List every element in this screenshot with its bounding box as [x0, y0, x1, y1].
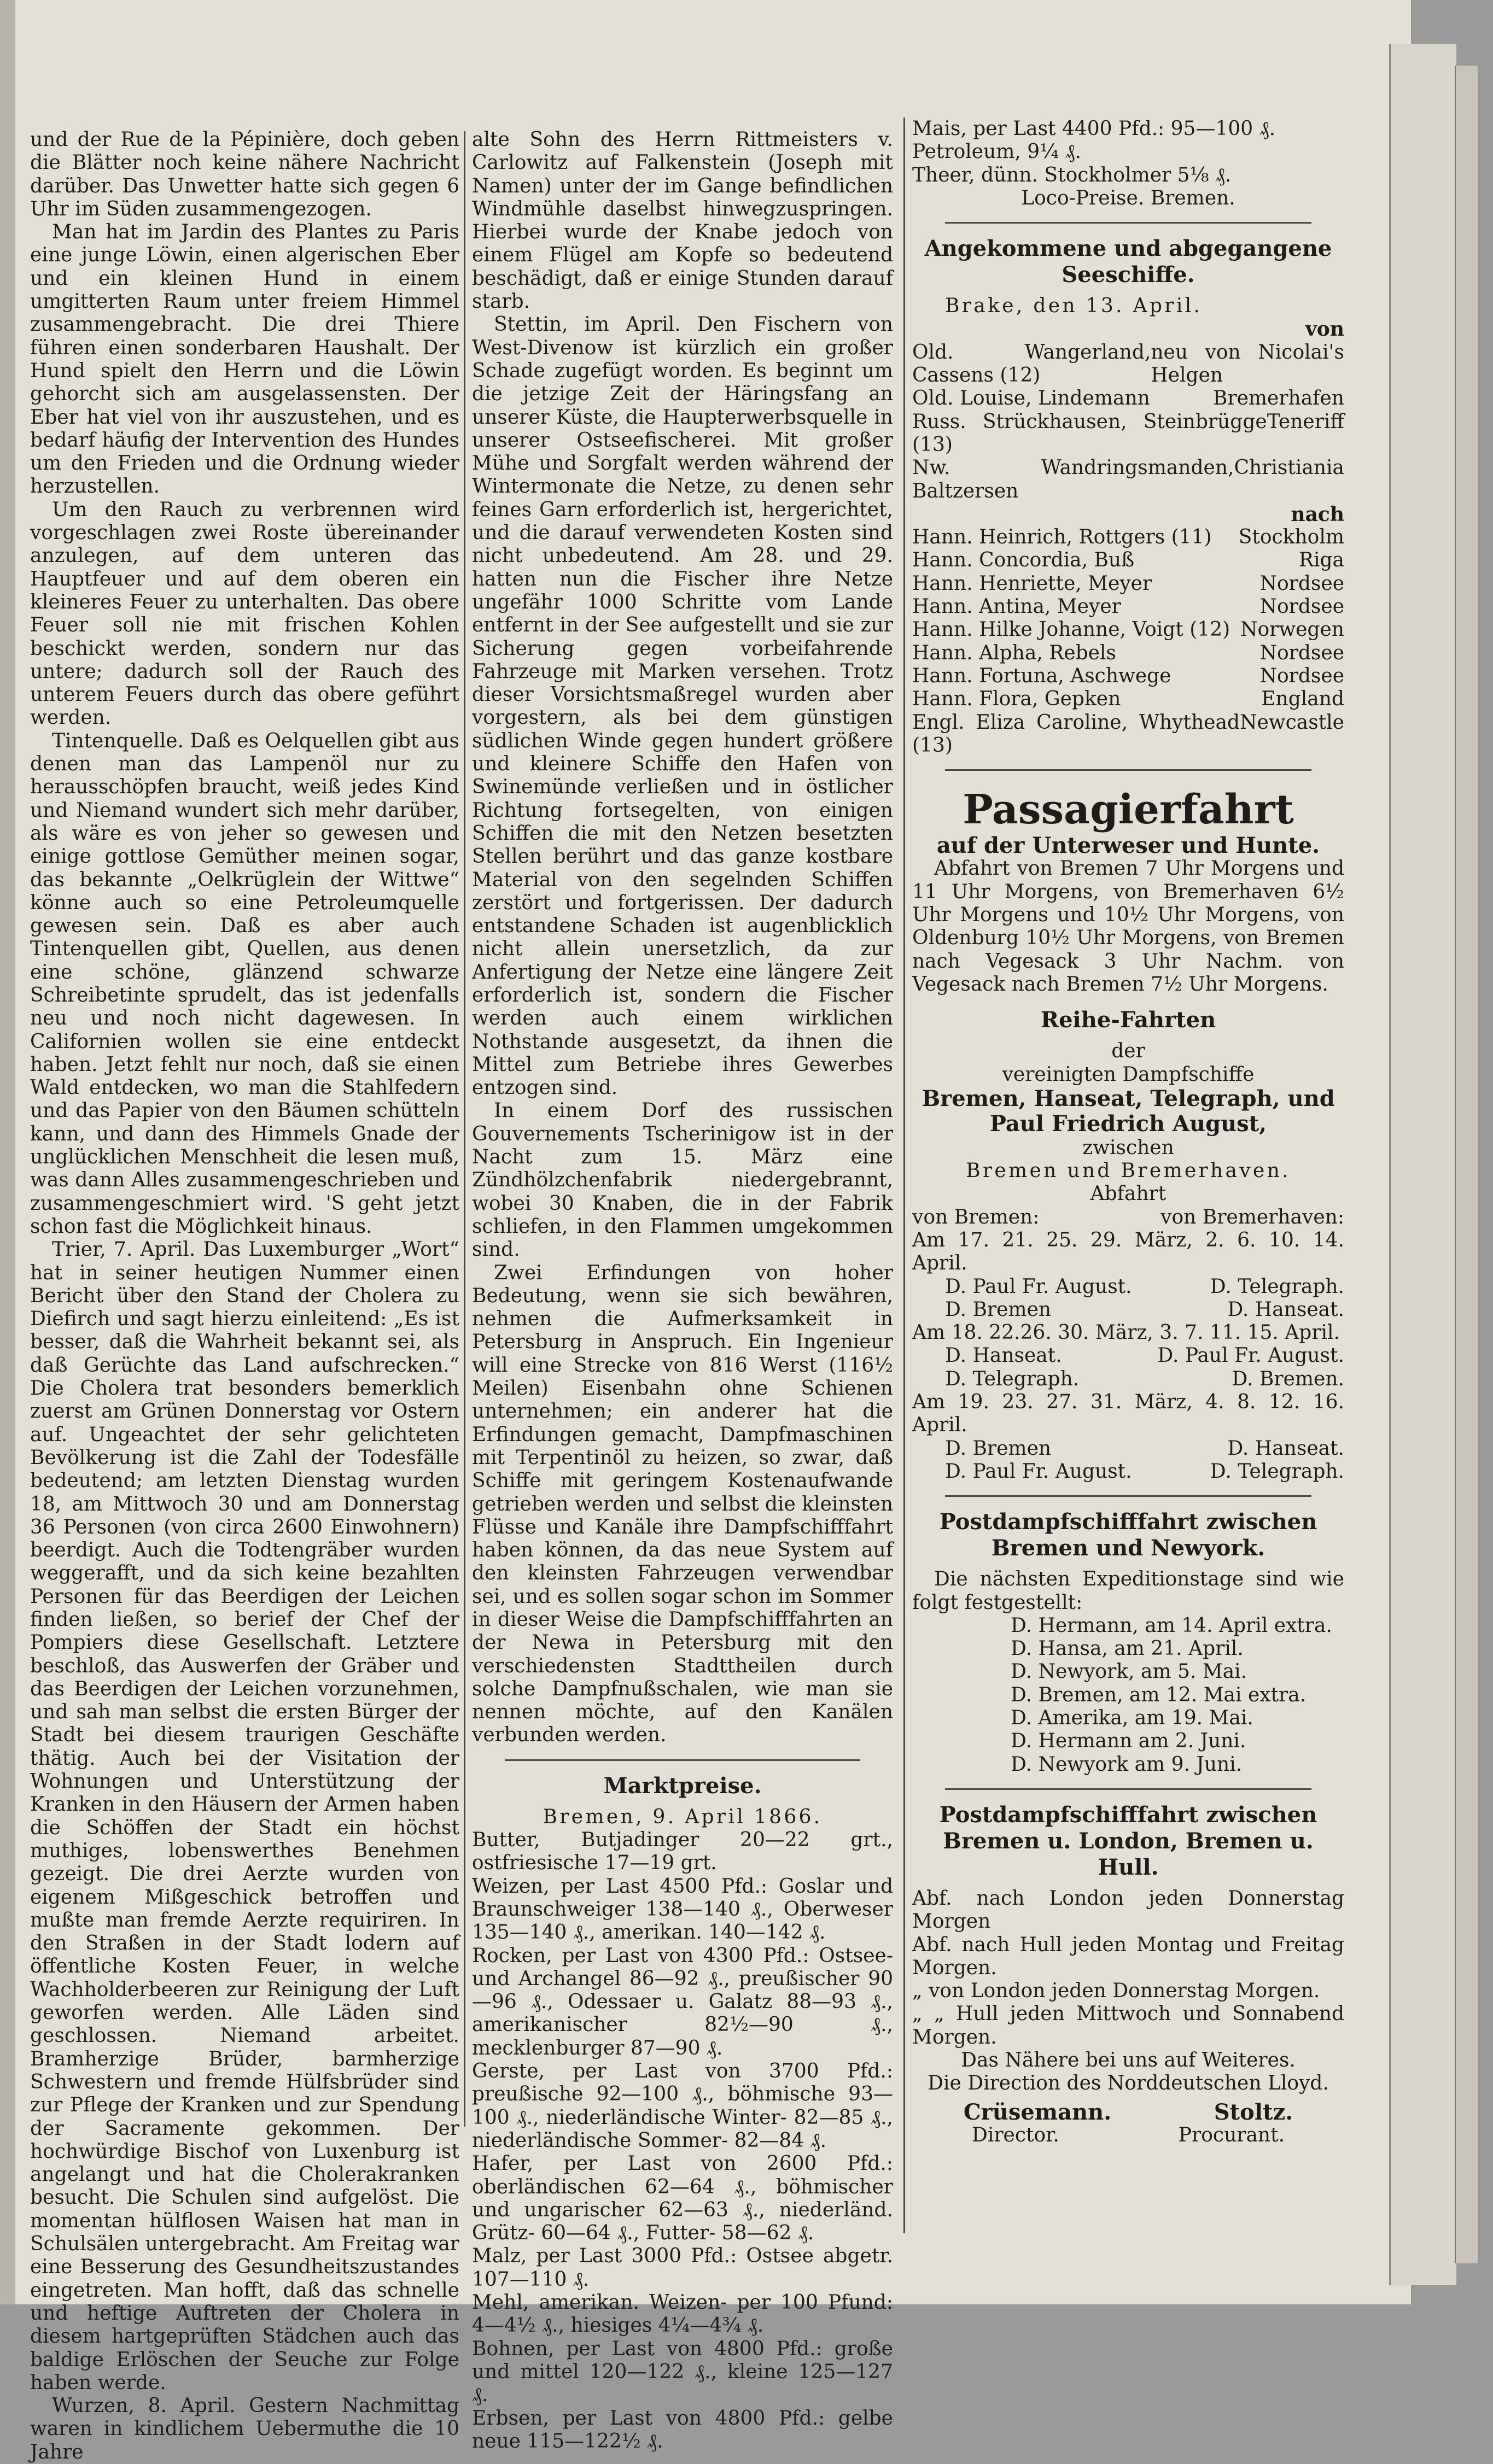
signature-right-title: Procurant.: [1178, 2123, 1285, 2146]
schedule-ship-b: D. Telegraph.: [1210, 1275, 1344, 1298]
market-item: Malz, per Last 3000 Pfd.: Ostsee abgetr. 107—110 ₰.: [472, 2245, 893, 2291]
section-divider: [945, 1788, 1311, 1790]
schedule-ship-a: D. Bremen: [945, 1298, 1052, 1321]
ships-dateline: Brake, den 13. April.: [945, 295, 1203, 318]
ship-place: Nordsee: [1259, 664, 1344, 687]
passage-subtitle: auf der Unterweser und Hunte.: [936, 833, 1320, 859]
schedule-ship-b: D. Paul Fr. August.: [1157, 1344, 1344, 1367]
ships-departed-list: [912, 526, 1344, 757]
list-item: Das Nähere bei uns auf Weiteres.: [961, 2049, 1296, 2071]
ship-name: Russ. Strückhausen, Steinbrügge (13): [912, 410, 1267, 456]
column-rule-1: [464, 131, 465, 2127]
market-item: Weizen, per Last 4500 Pfd.: Goslar und Braunschweiger 138—140 ₰., Oberweser 135—140 ₰., amerikan. 140—142 ₰.: [472, 1875, 893, 1944]
schedule-row: [912, 1275, 1344, 1298]
market-item: Mais, per Last 4400 Pfd.: 95—100 ₰.: [912, 118, 1276, 140]
reihe-zwischen: zwischen: [1082, 1136, 1174, 1159]
schedule-header: [912, 1206, 1344, 1229]
schedule-ship-b: D. Telegraph.: [1210, 1460, 1344, 1483]
list-item: [912, 549, 1344, 572]
binding-gutter: [0, 0, 15, 2304]
ships-heading: Angekommene und abgegangene Seeschiffe.: [924, 236, 1332, 288]
market-item: Rocken, per Last von 4300 Pfd.: Ostsee- und Archangel 86—92 ₰., preußischer 90—96 ₰., Odessaer u. Galatz 88—93 ₰., amerikanischer 82½—90 ₰., mecklenburger 87—90 ₰.: [472, 1944, 893, 2059]
schedule-row: [912, 1368, 1344, 1391]
signatures: [912, 2101, 1344, 2124]
reihe-verein: vereinigten Dampfschiffe: [1002, 1063, 1255, 1086]
schedule-ship-a: D. Paul Fr. August.: [945, 1460, 1132, 1483]
list-item: D. Newyork am 9. Juni.: [1011, 1753, 1243, 1776]
ship-name: Hann. Heinrich, Rottgers (11): [912, 526, 1212, 549]
column-1: [30, 128, 459, 2464]
schedule-row: [912, 1460, 1344, 1483]
list-item: [912, 665, 1344, 688]
newyork-heading: Postdampfschifffahrt zwischen Bremen und Newyork.: [939, 1509, 1317, 1561]
ship-name: Hann. Hilke Johanne, Voigt (12): [912, 618, 1230, 641]
list-item: [912, 572, 1344, 595]
ship-name: Engl. Eliza Caroline, Whythead (13): [912, 711, 1240, 757]
article-paragraph: und der Rue de la Pépinière, doch geben die Blätter noch keine nähere Nachricht darüber. Das Unwetter hatte sich gegen 6 Uhr im Süden zusammengezogen.: [30, 128, 459, 220]
market-item: Bohnen, per Last von 4800 Pfd.: große und mittel 120—122 ₰., kleine 125—127 ₰.: [472, 2337, 893, 2407]
list-item: D. Hansa, am 21. April.: [1011, 1637, 1244, 1660]
ship-place: Christiania: [1234, 456, 1344, 479]
ship-place: Riga: [1298, 549, 1344, 572]
list-item: [912, 595, 1344, 618]
page-edge-back: [1455, 66, 1478, 2263]
market-dateline: Bremen, 9. April 1866.: [543, 1805, 823, 1828]
article-paragraph: Stettin, im April. Den Fischern von West-Divenow ist kürzlich ein großer Schade zugefügt worden. Es beginnt um die jetzige Zeit der Häringsfang an unserer Küste, die Haupterwerbsquelle in unserer Ostseefischerei. Mit großer Mühe und Sorgfalt werden während der Wintermonate die Netze, zu denen sehr feines Garn erforderlich ist, hergerichtet, und die darauf verwendeten Kosten sind nicht unbedeutend. Am 28. und 29. hatten nun die Fischer ihre Netze ungefähr 1000 Schritte vom Lande entfernt in der See aufgestellt und sie zur Sicherung gegen vorbeifahrende Fahrzeuge mit Marken versehen. Trotz dieser Vorsichtsmaßregel wurden aber vorgestern, als bei dem günstigen südlichen Winde gegen hundert größere und kleinere Schiffe den Hafen von Swinemünde verließen und in östlicher Richtung fortsegelten, von einigen Schiffen die mit den Netzen besetzten Stellen berührt und das ganze kostbare Material von den segelnden Schiffen zerstört und fortgerissen. Der dadurch entstandene Schaden ist augenblicklich nicht allein unersetzlich, da zur Anfertigung der Netze eine längere Zeit erforderlich ist, sondern die Fischer werden auch einem wirklichen Nothstande ausgesetzt, da ihnen die Mittel zum Betriebe ihres Gewerbes entzogen sind.: [472, 313, 893, 1099]
schedule-dates: Am 19. 23. 27. 31. März, 4. 8. 12. 16. April.: [912, 1391, 1344, 1437]
market-item: Theer, dünn. Stockholmer 5⅛ ₰.: [912, 163, 1232, 186]
column-3: [912, 118, 1344, 2147]
market-item: Butter, Butjadinger 20—22 grt., ostfriesische 17—19 grt.: [472, 1829, 893, 1875]
page-edge: [1389, 44, 1456, 2285]
list-item: [912, 711, 1344, 758]
schedule-ship-a: D. Bremen: [945, 1437, 1052, 1460]
list-item: [912, 526, 1344, 549]
ship-place: neu von Nicolai's Helgen: [1151, 341, 1344, 387]
list-item: [912, 411, 1344, 457]
schedule-dates: Am 17. 21. 25. 29. März, 2. 6. 10. 14. April.: [912, 1228, 1344, 1275]
list-item: D. Hermann am 2. Juni.: [1011, 1730, 1246, 1753]
column-2: [472, 128, 893, 2453]
column-rule-2: [903, 118, 905, 2233]
list-item: [912, 456, 1344, 503]
market-item: Petroleum, 9¼ ₰.: [912, 141, 1081, 163]
list-item: „ von London jeden Donnerstag Morgen.: [912, 1980, 1320, 2003]
ships-nach-label: nach: [1291, 502, 1344, 526]
ship-name: Hann. Fortuna, Aschwege: [912, 664, 1171, 687]
section-divider: [505, 1759, 860, 1761]
loco-prices: Loco-Preise. Bremen.: [1021, 186, 1235, 209]
ship-place: Nordsee: [1259, 595, 1344, 618]
ship-name: Old. Louise, Lindemann: [912, 387, 1150, 410]
list-item: [912, 688, 1344, 711]
schedule-row: [912, 1437, 1344, 1460]
market-item: Erbsen, per Last von 4800 Pfd.: gelbe neue 115—122½ ₰.: [472, 2407, 893, 2453]
reihe-der: der: [1111, 1040, 1145, 1063]
ship-place: Newcastle: [1239, 711, 1344, 734]
schedule-dates: Am 18. 22.26. 30. März, 3. 7. 11. 15. April.: [912, 1321, 1340, 1344]
schedule-ship-b: D. Hanseat.: [1227, 1298, 1344, 1321]
list-item: Abf. nach London jeden Donnerstag Morgen: [912, 1887, 1344, 1933]
section-divider: [945, 1495, 1311, 1497]
article-paragraph: Man hat im Jardin des Plantes zu Paris eine junge Löwin, einen algerischen Eber und ein kleinen Hund in einem umgitterten Raum unter freiem Himmel zusammengebracht. Die drei Thiere führen einen sonderbaren Haushalt. Der Hund spielt den Herrn und die Löwin gehorcht sich am ausgelassensten. Der Eber hat viel von ihr auszustehen, und es bedarf häufig der Intervention des Hundes um den Frieden und die Ordnung wieder herzustellen.: [30, 221, 459, 498]
ship-name: Nw. Wandringsmanden, Baltzersen: [912, 456, 1234, 502]
article-paragraph: Trier, 7. April. Das Luxemburger „Wort“ hat in seiner heutigen Nummer einen Bericht über den Stand der Cholera zu Diefirch und sagt hierzu einleitend: „Es ist besser, daß die Wahrheit bekannt sei, als daß Gerüchte das Land aufschrecken.“ Die Cholera trat besonders bemerklich zuerst am Grünen Donnerstag vor Ostern auf. Ungeachtet der sehr gelichteten Bevölkerung ist die Zahl der Todesfälle bedeutend; am letzten Dienstag wurden 18, am Mittwoch 30 und am Donnerstag 36 Personen (von circa 2600 Einwohnern) beerdigt. Auch die Todtengräber wurden weggerafft, und da sich keine bezahlten Personen für das Beerdigen der Leichen finden ließen, so berief der Chef der Pompiers diese Gesellschaft. Letztere beschloß, das Auswerfen der Gräber und das Beerdigen der Leichen vorzunehmen, und sah man selbst die ersten Bürger der Stadt bei diesem traurigen Geschäfte thätig. Auch bei der Visitation der Wohnungen und Unterstützung der Kranken in den Häusern der Armen haben die Schöffen der Stadt ein höchst muthiges, lobenswerthes Benehmen gezeigt. Die drei Aerzte wurden von eigenem Mißgeschick betroffen und mußte man fremde Aerzte requiriren. In den Straßen in der Stadt lodern auf öffentliche Kosten Feuer, in welche Wachholderbeeren zur Reinigung der Luft geworfen werden. Alle Läden sind geschlossen. Niemand arbeitet. Bramherzige Brüder, barmherzige Schwestern und fremde Hülfsbrüder sind zur Pflege der Kranken und zur Spendung der Sacramente gekommen. Der hochwürdige Bischof von Luxenburg ist angelangt und hat die Cholerakranken besucht. Die Schulen sind aufgelöst. Die momentan hülflosen Waisen hat man in Schulsälen untergebracht. Am Freitag war eine Besserung des Gesundheitszustandes eingetreten. Man hofft, daß das schnelle und heftige Auftreten der Cholera in diesem hartgeprüften Städchen auch das baldige Erlöschen der Seuche zur Folge haben werde.: [30, 1238, 459, 2394]
reihe-names: Bremen, Hanseat, Telegraph, und Paul Friedrich August,: [922, 1085, 1335, 1137]
ship-name: Old. Wangerland, Cassens (12): [912, 341, 1151, 387]
schedule: [912, 1229, 1344, 1483]
list-item: [912, 341, 1344, 388]
schedule-ship-b: D. Hanseat.: [1227, 1437, 1344, 1460]
ship-name: Hann. Flora, Gepken: [912, 688, 1121, 711]
article-paragraph: Wurzen, 8. April. Gestern Nachmittag waren in kindlichem Uebermuthe die 10 Jahre: [30, 2395, 459, 2463]
london-list: [912, 1887, 1344, 2072]
newyork-intro: Die nächsten Expeditionstage sind wie folgt festgestellt:: [912, 1568, 1344, 1614]
newyork-dates: [912, 1614, 1344, 1776]
signature-right: Stoltz.: [1214, 2099, 1293, 2125]
passage-title: Passagierfahrt: [963, 786, 1294, 834]
market-item: Hafer, per Last von 2600 Pfd.: oberländischen 62—64 ₰., böhmischer und ungarischer 62—63 ₰., niederländ. Grütz- 60—64 ₰., Futter- 58—62 ₰.: [472, 2152, 893, 2245]
ship-name: Hann. Antina, Meyer: [912, 595, 1121, 618]
section-divider: [945, 222, 1311, 224]
passage-text: Abfahrt von Bremen 7 Uhr Morgens und 11 Uhr Morgens, von Bremerhaven 6½ Uhr Morgens und 10½ Uhr Morgens, von Oldenburg 10½ Uhr Morgens, von Bremen nach Vegesack 3 Uhr Nachm. von Vegesack nach Bremen 7½ Uhr Morgens.: [912, 857, 1344, 996]
signature-left-title: Director.: [971, 2123, 1059, 2146]
signature-titles: [912, 2124, 1344, 2147]
market-item: Mehl, amerikan. Weizen- per 100 Pfund: 4—4½ ₰., hiesiges 4¼—4¾ ₰.: [472, 2291, 893, 2337]
ship-place: Bremerhafen: [1212, 387, 1344, 410]
ship-place: Nordsee: [1259, 572, 1344, 595]
list-item: [912, 642, 1344, 665]
list-item: [912, 387, 1344, 410]
reihe-abfahrt: Abfahrt: [1090, 1183, 1167, 1205]
list-item: D. Newyork, am 5. Mai.: [1011, 1660, 1247, 1683]
list-item: „ „ Hull jeden Mittwoch und Sonnabend Morgen.: [912, 2003, 1344, 2049]
ship-place: Teneriff: [1267, 410, 1344, 433]
london-heading: Postdampfschifffahrt zwischen Bremen u. London, Bremen u. Hull.: [939, 1801, 1317, 1880]
ship-name: Hann. Alpha, Rebels: [912, 641, 1116, 664]
reihe-route: Bremen und Bremerhaven.: [966, 1160, 1291, 1183]
ships-arrived-list: [912, 341, 1344, 503]
section-divider: [945, 769, 1311, 771]
market-heading: Marktpreise.: [603, 1772, 762, 1799]
schedule-ship-a: D. Hanseat.: [945, 1344, 1062, 1367]
list-item: D. Hermann, am 14. April extra.: [1011, 1614, 1332, 1637]
ship-place: Norwegen: [1240, 618, 1344, 641]
ship-place: England: [1261, 688, 1344, 711]
article-paragraph: Tintenquelle. Daß es Oelquellen gibt aus denen man das Lampenöl nur zu herausschöpfen braucht, weiß jedes Kind und Niemand wundert sich mehr darüber, als wäre es von jeher so gewesen und einige gottlose Gemüther meinen sogar, das bekannte „Oelkrüglein der Wittwe“ könne auch so eine Petroleumquelle gewesen sein. Daß es aber auch Tintenquellen gibt, Quellen, aus denen eine schöne, glänzend schwarze Schreibetinte sprudelt, das ist jedenfalls neu und noch nicht dagewesen. In Californien wollen sie eine entdeckt haben. Jetzt fehlt nur noch, daß sie einen Wald entdecken, wo man die Stahlfedern und das Papier von den Bäumen schütteln kann, und dann des Himmels Gnade der unglücklichen Menschheit die lesen muß, was dann Alles zusammengeschrieben und zusammengeschmiert wird. 'S geht jetzt schon fast die Möglichkeit hinaus.: [30, 729, 459, 1238]
ship-name: Hann. Henriette, Meyer: [912, 572, 1152, 595]
ship-place: Stockholm: [1238, 526, 1344, 549]
list-item: D. Bremen, am 12. Mai extra.: [1011, 1683, 1307, 1706]
list-item: [912, 618, 1344, 641]
article-paragraph: Um den Rauch zu verbrennen wird vorgeschlagen zwei Roste übereinander anzulegen, auf dem unteren das Hauptfeuer und auf dem oberen ein kleineres Feuer zu unterhalten. Das obere Feuer soll nie mit frischen Kohlen beschickt werden, sondern nur das untere; dadurch soll der Rauch des unterem Feuers durch das obere geführt werden.: [30, 498, 459, 729]
schedule-ship-b: D. Bremen.: [1232, 1367, 1344, 1390]
schedule-row: [912, 1344, 1344, 1367]
schedule-ship-a: D. Telegraph.: [945, 1367, 1080, 1390]
article-paragraph: Zwei Erfindungen von hoher Bedeutung, wenn sie sich bewähren, nehmen die Aufmerksamkeit in Petersburg in Anspruch. Ein Ingenieur will eine Strecke von 816 Werst (116½ Meilen) Eisenbahn ohne Schienen unternehmen; ein anderer hat die Erfindungen gemacht, Dampfmaschinen mit Terpentinöl zu heizen, so zwar, daß Schiffe mit geringem Kostenaufwande getrieben werden und selbst die kleinsten Flüsse und Kanäle ihre Dampfschifffahrt haben können, da das neue System auf den kleinsten Fahrzeugen verwendbar sei, und es sollen sogar schon im Sommer in dieser Weise die Dampfschifffahrten an der Newa in Petersburg mit den verschiedensten Stadttheilen durch solche Dampfnußschalen, wie man sie nennen möchte, auf den Kanälen verbunden werden.: [472, 1261, 893, 1747]
article-paragraph: In einem Dorf des russischen Gouvernements Tscherinigow ist in der Nacht zum 15. März eine Zündhölzchenfabrik niedergebrannt, wobei 30 Knaben, die in der Fabrik schliefen, in den Flammen umgekommen sind.: [472, 1099, 893, 1261]
schedule-row: [912, 1298, 1344, 1321]
reihe-heading: Reihe-Fahrten: [1040, 1007, 1216, 1033]
market-item: Gerste, per Last von 3700 Pfd.: preußische 92—100 ₰., böhmische 93—100 ₰., niederländische Winter- 82—85 ₰., niederländische Sommer- 82—84 ₰.: [472, 2060, 893, 2152]
ship-name: Hann. Concordia, Buß: [912, 549, 1135, 572]
von-bremerhaven-label: von Bremerhaven:: [1160, 1205, 1344, 1228]
schedule-ship-a: D. Paul Fr. August.: [945, 1275, 1132, 1298]
signature-left: Crüsemann.: [963, 2099, 1112, 2125]
ships-von-label: von: [1305, 318, 1344, 341]
list-item: Abf. nach Hull jeden Montag und Freitag Morgen.: [912, 1933, 1344, 1979]
article-paragraph: alte Sohn des Herrn Rittmeisters v. Carlowitz auf Falkenstein (Joseph mit Namen) unter der im Gange befindlichen Windmühle daselbst hinwegzuspringen. Hierbei wurde der Knabe jedoch von einem Flügel am Kopfe so bedeutend beschädigt, daß er einige Stunden darauf starb.: [472, 128, 893, 313]
von-bremen-label: von Bremen:: [912, 1205, 1040, 1228]
ship-place: Nordsee: [1259, 641, 1344, 664]
list-item: D. Amerika, am 19. Mai.: [1011, 1707, 1253, 1730]
direction-line: Die Direction des Norddeutschen Lloyd.: [928, 2072, 1329, 2095]
